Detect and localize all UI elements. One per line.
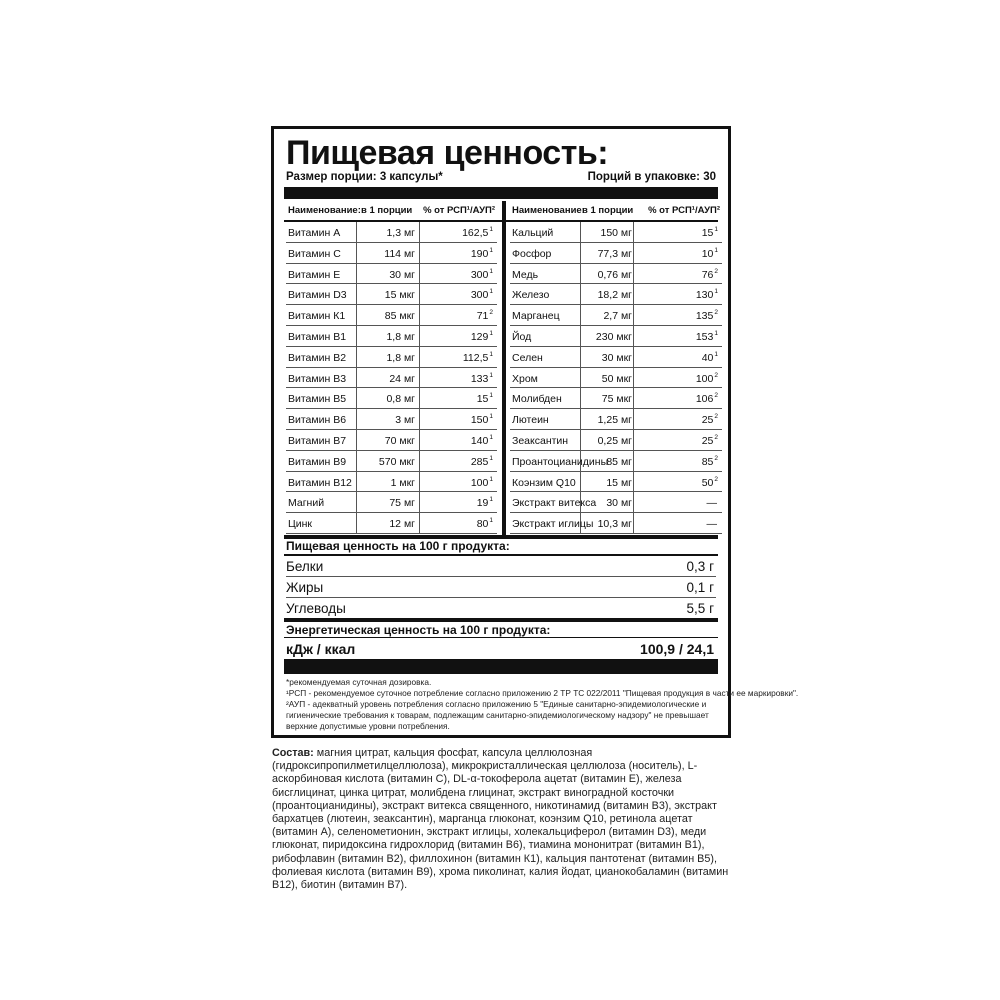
column-divider bbox=[502, 201, 506, 536]
nutrient-name: Зеаксантин bbox=[512, 434, 569, 447]
cell-divider bbox=[356, 388, 357, 408]
cell-divider bbox=[419, 388, 420, 408]
nutrient-amount: 0,8 мг bbox=[386, 393, 415, 406]
cell-divider bbox=[419, 305, 420, 325]
cell-divider bbox=[419, 430, 420, 450]
reference-mark: 1 bbox=[489, 226, 493, 233]
nutrient-name: Витамин С bbox=[288, 247, 341, 260]
cell-divider bbox=[633, 388, 634, 408]
nutrient-amount: 50 мкг bbox=[601, 372, 632, 385]
nutrient-amount: 30 мкг bbox=[601, 351, 632, 364]
nutrient-name: Проантоцианидины bbox=[512, 455, 609, 468]
nutrient-amount: 85 мг bbox=[606, 455, 632, 468]
cell-divider bbox=[356, 472, 357, 492]
nutrient-row bbox=[510, 492, 722, 513]
cell-divider bbox=[356, 326, 357, 346]
nutrient-percent bbox=[702, 248, 718, 260]
reference-mark: 1 bbox=[714, 350, 718, 358]
nutrient-name: Экстракт витекса bbox=[512, 497, 597, 510]
percent-value: 76 bbox=[701, 268, 714, 281]
cell-divider bbox=[419, 243, 420, 263]
nutrient-amount: 12 мг bbox=[389, 518, 415, 531]
nutrient-percent bbox=[477, 497, 493, 509]
cell-divider bbox=[580, 430, 581, 450]
nutrient-percent bbox=[696, 289, 718, 301]
cell-divider bbox=[419, 347, 420, 367]
header-percent: % от РСП¹/АУП² bbox=[423, 205, 495, 216]
nutrient-row bbox=[510, 430, 722, 451]
reference-mark: 1 bbox=[489, 329, 493, 337]
cell-divider bbox=[356, 513, 357, 533]
reference-mark: 1 bbox=[489, 392, 493, 400]
nutrient-name: Марганец bbox=[512, 310, 560, 323]
nutrient-row bbox=[510, 284, 722, 305]
cell-divider bbox=[633, 284, 634, 304]
percent-value: 162,5 bbox=[462, 227, 489, 239]
nutrient-name: Витамин В5 bbox=[288, 393, 347, 406]
nutrient-percent bbox=[696, 310, 718, 322]
nutrient-amount: 77,3 мг bbox=[597, 247, 632, 260]
footnote-aup: ²АУП - адекватный уровень потребления согласно приложению 5 "Единые санитарно-эпидемиологические и гигиенические требования к товарам, подлежащим санитарно-эпидемиологическому надзору" не превышает верхние допустимые уровни потребления. bbox=[286, 699, 709, 731]
reference-mark: 1 bbox=[714, 246, 718, 254]
nutrient-amount: 1,25 мг bbox=[597, 414, 632, 427]
cell-divider bbox=[633, 472, 634, 492]
energy-unit: кДж / ккал bbox=[286, 641, 356, 657]
right-nutrient-table bbox=[510, 222, 722, 534]
nutrient-percent bbox=[477, 393, 493, 405]
nutrient-row bbox=[510, 305, 722, 326]
nutrient-row bbox=[510, 326, 722, 347]
cell-divider bbox=[580, 222, 581, 242]
percent-value: 10 bbox=[701, 247, 714, 260]
nutrition-title: Пищевая ценность на 100 г продукта: bbox=[286, 539, 510, 553]
nutrient-name: Витамин В9 bbox=[288, 455, 347, 468]
percent-value: 15 bbox=[476, 393, 489, 406]
nutrient-name: Лютеин bbox=[512, 414, 549, 427]
cell-divider bbox=[580, 264, 581, 284]
left-nutrient-table bbox=[286, 222, 497, 534]
percent-value: 106 bbox=[695, 393, 714, 406]
nutrient-row bbox=[286, 284, 497, 305]
header-name: Наименование: bbox=[512, 205, 585, 216]
nutrient-name: Селен bbox=[512, 351, 543, 364]
nutrient-row bbox=[286, 430, 497, 451]
nutrient-row bbox=[510, 264, 722, 285]
nutrient-percent bbox=[471, 435, 493, 447]
nutrient-percent bbox=[463, 352, 493, 364]
cell-divider bbox=[580, 409, 581, 429]
cell-divider bbox=[356, 305, 357, 325]
reference-mark: 1 bbox=[714, 329, 718, 337]
nutrient-amount: 85 мкг bbox=[384, 310, 415, 323]
nutrient-row bbox=[286, 305, 497, 326]
nutrient-amount: 230 мкг bbox=[595, 330, 632, 343]
percent-value: 130 bbox=[695, 289, 714, 302]
cell-divider bbox=[633, 513, 634, 533]
cell-divider bbox=[580, 305, 581, 325]
cell-divider bbox=[633, 492, 634, 512]
percent-value: 50 bbox=[701, 476, 714, 489]
nutrition-row-fat bbox=[286, 577, 716, 598]
reference-mark: 1 bbox=[489, 496, 493, 504]
percent-value: 140 bbox=[470, 434, 489, 447]
nutrient-percent bbox=[471, 331, 493, 343]
composition-body: магния цитрат, кальция фосфат, капсула целлюлозная (гидроксипропилметилцеллюлоза), микрокристаллическая целлюлоза (носитель), L-аскорбиновая кислота (витамин С), DL-α-токоферола ацетат (витамин Е), железа бисглицинат, цинка цитрат, молибдена глицинат, экстракт виноградной косточки (проантоцианидины), экстракт витекса священного, никотинамид (витамин В3), экстракт бархатцев (лютеин, зеаксантин), марганца глюконат, коэнзим Q10, ретинола ацетат (витамин А), селенометионин, экстракт иглицы, холекальциферол (витамин D3), меди глюконат, пиридоксина гидрохлорид (витамин В6), тиамина мононитрат (витамин В1), рибофлавин (витамин В2), филлохинон (витамин К1), кальция пантотенат (витамин В5), фолиевая кислота (витамин В9), хрома пиколинат, калия йодат, цианокобаламин (витамин В12), биотин (витамин В7). bbox=[272, 747, 729, 892]
nutrient-row bbox=[510, 243, 722, 264]
nutrient-row bbox=[510, 409, 722, 430]
cell-divider bbox=[633, 264, 634, 284]
cell-divider bbox=[580, 388, 581, 408]
nutrient-name: Витамин Е bbox=[288, 268, 341, 281]
nutrient-percent bbox=[471, 373, 493, 385]
reference-mark: 1 bbox=[489, 413, 493, 421]
cell-divider bbox=[419, 284, 420, 304]
reference-mark: 2 bbox=[714, 454, 718, 462]
cell-divider bbox=[419, 409, 420, 429]
nutrient-row bbox=[286, 451, 497, 472]
cell-divider bbox=[419, 513, 420, 533]
cell-divider bbox=[580, 243, 581, 263]
nutrient-row bbox=[286, 492, 497, 513]
cell-divider bbox=[419, 492, 420, 512]
reference-mark: 1 bbox=[489, 246, 493, 254]
nutrient-row bbox=[510, 472, 722, 493]
reference-mark: 2 bbox=[489, 309, 493, 317]
nutrient-name: Кальций bbox=[512, 227, 554, 239]
nutrient-name: Витамин В1 bbox=[288, 330, 347, 343]
nutrient-percent bbox=[702, 269, 718, 281]
reference-mark: 2 bbox=[714, 413, 718, 421]
cell-divider bbox=[356, 430, 357, 450]
left-table-header bbox=[286, 201, 497, 221]
percent-value: 285 bbox=[470, 455, 489, 468]
cell-divider bbox=[356, 284, 357, 304]
nutrient-name: Витамин В3 bbox=[288, 372, 347, 385]
footer-bar bbox=[284, 659, 718, 674]
nutrient-percent bbox=[471, 414, 493, 426]
percent-value: — bbox=[706, 518, 717, 531]
nutrient-name: Витамин А bbox=[288, 227, 341, 239]
cell-divider bbox=[419, 326, 420, 346]
panel-title: Пищевая ценность: bbox=[286, 134, 609, 172]
energy-row bbox=[286, 639, 716, 659]
nutrient-percent bbox=[471, 477, 493, 489]
reference-mark: 1 bbox=[489, 267, 493, 275]
cell-divider bbox=[633, 222, 634, 242]
percent-value: 300 bbox=[470, 289, 489, 302]
percent-value: 129 bbox=[470, 330, 489, 343]
nutrient-name: Железо bbox=[512, 289, 550, 302]
nutrient-percent bbox=[471, 456, 493, 468]
cell-divider bbox=[633, 243, 634, 263]
cell-divider bbox=[633, 430, 634, 450]
right-table-header bbox=[510, 201, 722, 221]
nutrient-row bbox=[510, 222, 722, 243]
nutrient-row bbox=[286, 222, 497, 243]
nutrient-value: 0,3 г bbox=[686, 559, 714, 574]
nutrient-amount: 15 мг bbox=[606, 476, 632, 489]
cell-divider bbox=[580, 326, 581, 346]
nutrient-row bbox=[286, 368, 497, 389]
nutrient-percent bbox=[696, 393, 718, 405]
reference-mark: 2 bbox=[714, 309, 718, 317]
nutrient-percent bbox=[477, 518, 493, 530]
nutrient-name: Витамин В2 bbox=[288, 351, 347, 364]
nutrient-amount: 114 мг bbox=[384, 247, 415, 260]
nutrient-row bbox=[510, 388, 722, 409]
nutrient-name: Коэнзим Q10 bbox=[512, 476, 576, 489]
nutrient-row bbox=[286, 409, 497, 430]
reference-mark: 1 bbox=[489, 350, 493, 358]
nutrient-name: Витамин В7 bbox=[288, 434, 347, 447]
nutrient-amount: 1 мкг bbox=[390, 476, 415, 489]
cell-divider bbox=[633, 451, 634, 471]
nutrient-amount: 0,25 мг bbox=[597, 434, 632, 447]
nutrient-row bbox=[286, 388, 497, 409]
percent-value: 80 bbox=[476, 518, 489, 531]
nutrient-percent bbox=[702, 352, 718, 364]
nutrient-name: Витамин В12 bbox=[288, 476, 352, 489]
nutrient-value: 5,5 г bbox=[686, 601, 714, 616]
cell-divider bbox=[356, 347, 357, 367]
cell-divider bbox=[356, 409, 357, 429]
cell-divider bbox=[419, 368, 420, 388]
nutrient-percent bbox=[702, 456, 718, 468]
nutrient-row bbox=[510, 347, 722, 368]
nutrient-percent bbox=[702, 227, 718, 239]
reference-mark: 1 bbox=[714, 288, 718, 296]
cell-divider bbox=[356, 264, 357, 284]
nutrient-amount: 0,76 мг bbox=[597, 268, 632, 281]
percent-value: 153 bbox=[695, 330, 714, 343]
nutrient-percent bbox=[702, 435, 718, 447]
nutrient-amount: 1,8 мг bbox=[386, 351, 415, 364]
nutrient-name: Фосфор bbox=[512, 247, 552, 260]
nutrient-name: Хром bbox=[512, 372, 538, 385]
percent-value: 100 bbox=[695, 372, 714, 385]
cell-divider bbox=[419, 222, 420, 242]
reference-mark: 1 bbox=[489, 475, 493, 483]
nutrient-row bbox=[286, 243, 497, 264]
nutrient-percent bbox=[696, 331, 718, 343]
percent-value: 40 bbox=[701, 351, 714, 364]
energy-title: Энергетическая ценность на 100 г продукта: bbox=[286, 623, 551, 637]
nutrient-name: Магний bbox=[288, 497, 325, 510]
energy-title-divider bbox=[284, 637, 718, 638]
cell-divider bbox=[633, 368, 634, 388]
reference-mark: 1 bbox=[489, 288, 493, 296]
nutrient-name: Экстракт иглицы bbox=[512, 518, 594, 531]
nutrient-row bbox=[286, 513, 497, 534]
nutrition-facts-panel bbox=[271, 126, 799, 738]
nutrient-amount: 150 мг bbox=[600, 227, 632, 239]
reference-mark: 1 bbox=[489, 517, 493, 525]
cell-divider bbox=[633, 347, 634, 367]
nutrient-percent bbox=[471, 248, 493, 260]
reference-mark: 1 bbox=[489, 371, 493, 379]
cell-divider bbox=[633, 326, 634, 346]
servings-per-pack: Порций в упаковке: 30 bbox=[587, 171, 716, 183]
percent-value: 25 bbox=[701, 414, 714, 427]
percent-value: 100 bbox=[470, 476, 489, 489]
reference-mark: 2 bbox=[714, 267, 718, 275]
reference-mark: 2 bbox=[714, 475, 718, 483]
nutrient-percent bbox=[477, 310, 493, 322]
nutrient-name: Углеводы bbox=[286, 601, 346, 616]
nutrient-percent bbox=[707, 497, 719, 509]
nutrient-percent bbox=[471, 289, 493, 301]
cell-divider bbox=[356, 222, 357, 242]
nutrient-percent bbox=[702, 414, 718, 426]
nutrient-name: Белки bbox=[286, 559, 324, 574]
percent-value: 15 bbox=[701, 227, 714, 239]
nutrient-name: Цинк bbox=[288, 518, 313, 531]
nutrient-amount: 2,7 мг bbox=[603, 310, 632, 323]
nutrient-percent bbox=[696, 373, 718, 385]
cell-divider bbox=[356, 451, 357, 471]
nutrient-name: Йод bbox=[512, 330, 532, 343]
cell-divider bbox=[633, 409, 634, 429]
nutrient-amount: 75 мг bbox=[389, 497, 415, 510]
cell-divider bbox=[356, 492, 357, 512]
nutrient-percent bbox=[707, 518, 719, 530]
header-bar bbox=[284, 187, 718, 199]
footnote-dosage: *рекомендуемая суточная дозировка. bbox=[286, 677, 432, 687]
percent-value: 133 bbox=[470, 372, 489, 385]
cell-divider bbox=[580, 347, 581, 367]
cell-divider bbox=[580, 472, 581, 492]
header-per-serving: в 1 порции bbox=[582, 205, 634, 216]
percent-value: 19 bbox=[476, 497, 489, 510]
nutrition-row-protein bbox=[286, 556, 716, 577]
nutrient-amount: 30 мг bbox=[606, 497, 632, 510]
reference-mark: 1 bbox=[489, 454, 493, 462]
nutrient-name: Жиры bbox=[286, 580, 324, 595]
nutrient-row bbox=[286, 264, 497, 285]
composition-label: Состав: bbox=[272, 747, 314, 759]
cell-divider bbox=[419, 451, 420, 471]
percent-value: 135 bbox=[695, 310, 714, 323]
nutrient-row bbox=[510, 451, 722, 472]
reference-mark: 2 bbox=[714, 392, 718, 400]
nutrient-percent bbox=[462, 227, 493, 239]
nutrient-name: Витамин К1 bbox=[288, 310, 346, 323]
percent-value: 71 bbox=[476, 310, 489, 323]
nutrient-percent bbox=[471, 269, 493, 281]
energy-value: 100,9 / 24,1 bbox=[640, 641, 714, 657]
nutrient-name: Витамин D3 bbox=[288, 289, 347, 302]
nutrient-amount: 15 мкг bbox=[384, 289, 415, 302]
percent-value: 150 bbox=[470, 414, 489, 427]
nutrient-row bbox=[286, 472, 497, 493]
nutrient-name: Витамин В6 bbox=[288, 414, 347, 427]
cell-divider bbox=[580, 368, 581, 388]
nutrient-row bbox=[286, 347, 497, 368]
nutrient-percent bbox=[702, 477, 718, 489]
nutrient-name: Медь bbox=[512, 268, 539, 281]
footnotes bbox=[286, 677, 799, 732]
percent-value: — bbox=[706, 497, 717, 510]
cell-divider bbox=[419, 264, 420, 284]
serving-info bbox=[286, 171, 716, 185]
cell-divider bbox=[356, 243, 357, 263]
nutrient-amount: 70 мкг bbox=[384, 434, 415, 447]
cell-divider bbox=[419, 472, 420, 492]
percent-value: 25 bbox=[701, 434, 714, 447]
reference-mark: 1 bbox=[489, 433, 493, 441]
reference-mark: 1 bbox=[714, 226, 718, 233]
composition-text bbox=[272, 747, 734, 892]
nutrient-amount: 10,3 мг bbox=[597, 518, 632, 531]
nutrient-name: Молибден bbox=[512, 393, 562, 406]
nutrient-amount: 1,8 мг bbox=[386, 330, 415, 343]
nutrient-row bbox=[510, 513, 722, 534]
header-per-serving: в 1 порции bbox=[361, 205, 413, 216]
nutrient-amount: 1,3 мг bbox=[386, 227, 415, 239]
footnote-rsp: ¹РСП - рекомендуемое суточное потребление согласно приложению 2 ТР ТС 022/2011 "Пищевая продукция в части ее маркировки". bbox=[286, 688, 799, 698]
percent-value: 300 bbox=[470, 268, 489, 281]
energy-divider bbox=[284, 618, 718, 622]
header-name: Наименование: bbox=[288, 205, 361, 216]
nutrient-amount: 30 мг bbox=[389, 268, 415, 281]
serving-size: Размер порции: 3 капсулы* bbox=[286, 171, 443, 183]
cell-divider bbox=[580, 284, 581, 304]
percent-value: 85 bbox=[701, 455, 714, 468]
cell-divider bbox=[633, 305, 634, 325]
nutrient-amount: 18,2 мг bbox=[597, 289, 632, 302]
nutrient-amount: 75 мкг bbox=[601, 393, 632, 406]
percent-value: 190 bbox=[470, 247, 489, 260]
nutrient-amount: 24 мг bbox=[389, 372, 415, 385]
nutrient-amount: 3 мг bbox=[395, 414, 415, 427]
nutrition-row-carbs bbox=[286, 598, 716, 619]
nutrient-value: 0,1 г bbox=[686, 580, 714, 595]
percent-value: 112,5 bbox=[462, 351, 489, 364]
header-percent: % от РСП¹/АУП² bbox=[648, 205, 720, 216]
reference-mark: 2 bbox=[714, 371, 718, 379]
nutrient-amount: 570 мкг bbox=[378, 455, 415, 468]
nutrient-row bbox=[286, 326, 497, 347]
nutrient-row bbox=[510, 368, 722, 389]
cell-divider bbox=[356, 368, 357, 388]
reference-mark: 2 bbox=[714, 433, 718, 441]
